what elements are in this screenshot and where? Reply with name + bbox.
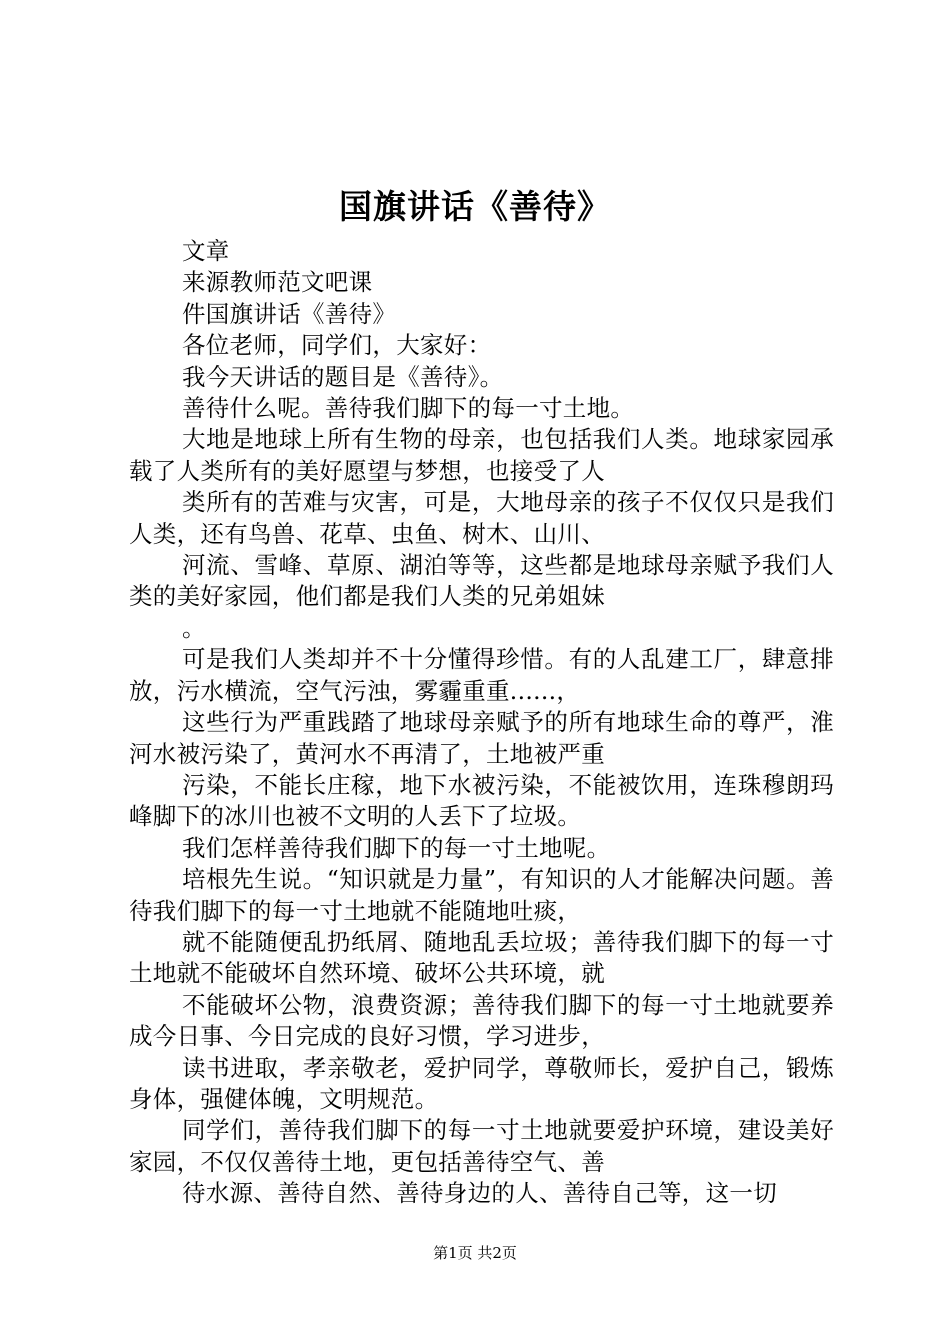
paragraph: 读书进取，孝亲敬老，爱护同学，尊敬师长，爱护自己，锻炼身体，强健体魄，文明规范。 [129, 1053, 834, 1113]
paragraph: 同学们，善待我们脚下的每一寸土地就要爱护环境，建设美好家园，不仅仅善待土地，更包括善待空气、善 [129, 1116, 834, 1176]
document-title: 国旗讲话《善待》 [339, 187, 611, 226]
paragraph: 不能破坏公物，浪费资源；善待我们脚下的每一寸土地就要养成今日事、今日完成的良好习惯，学习进步， [129, 990, 834, 1051]
paragraph: 可是我们人类却并不十分懂得珍惜。有的人乱建工厂，肆意排放，污水横流，空气污浊，雾霾重重......， [129, 645, 834, 705]
paragraph: 河流、雪峰、草原、湖泊等等，这些都是地球母亲赋予我们人类的美好家园，他们都是我们人类的兄弟姐妹 [129, 551, 834, 611]
paragraph: 来源教师范文吧课 [182, 268, 373, 297]
paragraph: 件国旗讲话《善待》 [182, 299, 397, 328]
paragraph: 我今天讲话的题目是《善待》。 [182, 362, 504, 391]
paragraph: 我们怎样善待我们脚下的每一寸土地呢。 [182, 833, 611, 862]
paragraph: 培根先生说。“知识就是力量”，有知识的人才能解决问题。善待我们脚下的每一寸土地就不能随地吐痰， [129, 865, 834, 925]
paragraph: 各位老师，同学们，大家好： [182, 331, 492, 360]
document-body [129, 236, 834, 1210]
paragraph: 就不能随便乱扔纸屑、随地乱丢垃圾；善待我们脚下的每一寸土地就不能破坏自然环境、破坏公共环境，就 [129, 927, 834, 988]
paragraph: 善待什么呢。善待我们脚下的每一寸土地。 [182, 394, 635, 423]
paragraph: 。 [182, 613, 206, 642]
paragraph: 文章 [182, 237, 230, 265]
paragraph: 大地是地球上所有生物的母亲，也包括我们人类。地球家园承载了人类所有的美好愿望与梦想，也接受了人 [129, 425, 834, 485]
page-footer: 第1页 共2页 [433, 1244, 517, 1262]
paragraph: 这些行为严重践踏了地球母亲赋予的所有地球生命的尊严，淮河水被污染了，黄河水不再清了，土地被严重 [129, 708, 834, 768]
paragraph: 待水源、善待自然、善待身边的人、善待自己等，这一切 [182, 1179, 777, 1208]
paragraph: 污染，不能长庄稼，地下水被污染，不能被饮用，连珠穆朗玛峰脚下的冰川也被不文明的人丢下了垃圾。 [129, 770, 834, 831]
paragraph: 类所有的苦难与灾害，可是，大地母亲的孩子不仅仅只是我们人类，还有鸟兽、花草、虫鱼、树木、山川、 [129, 488, 834, 548]
